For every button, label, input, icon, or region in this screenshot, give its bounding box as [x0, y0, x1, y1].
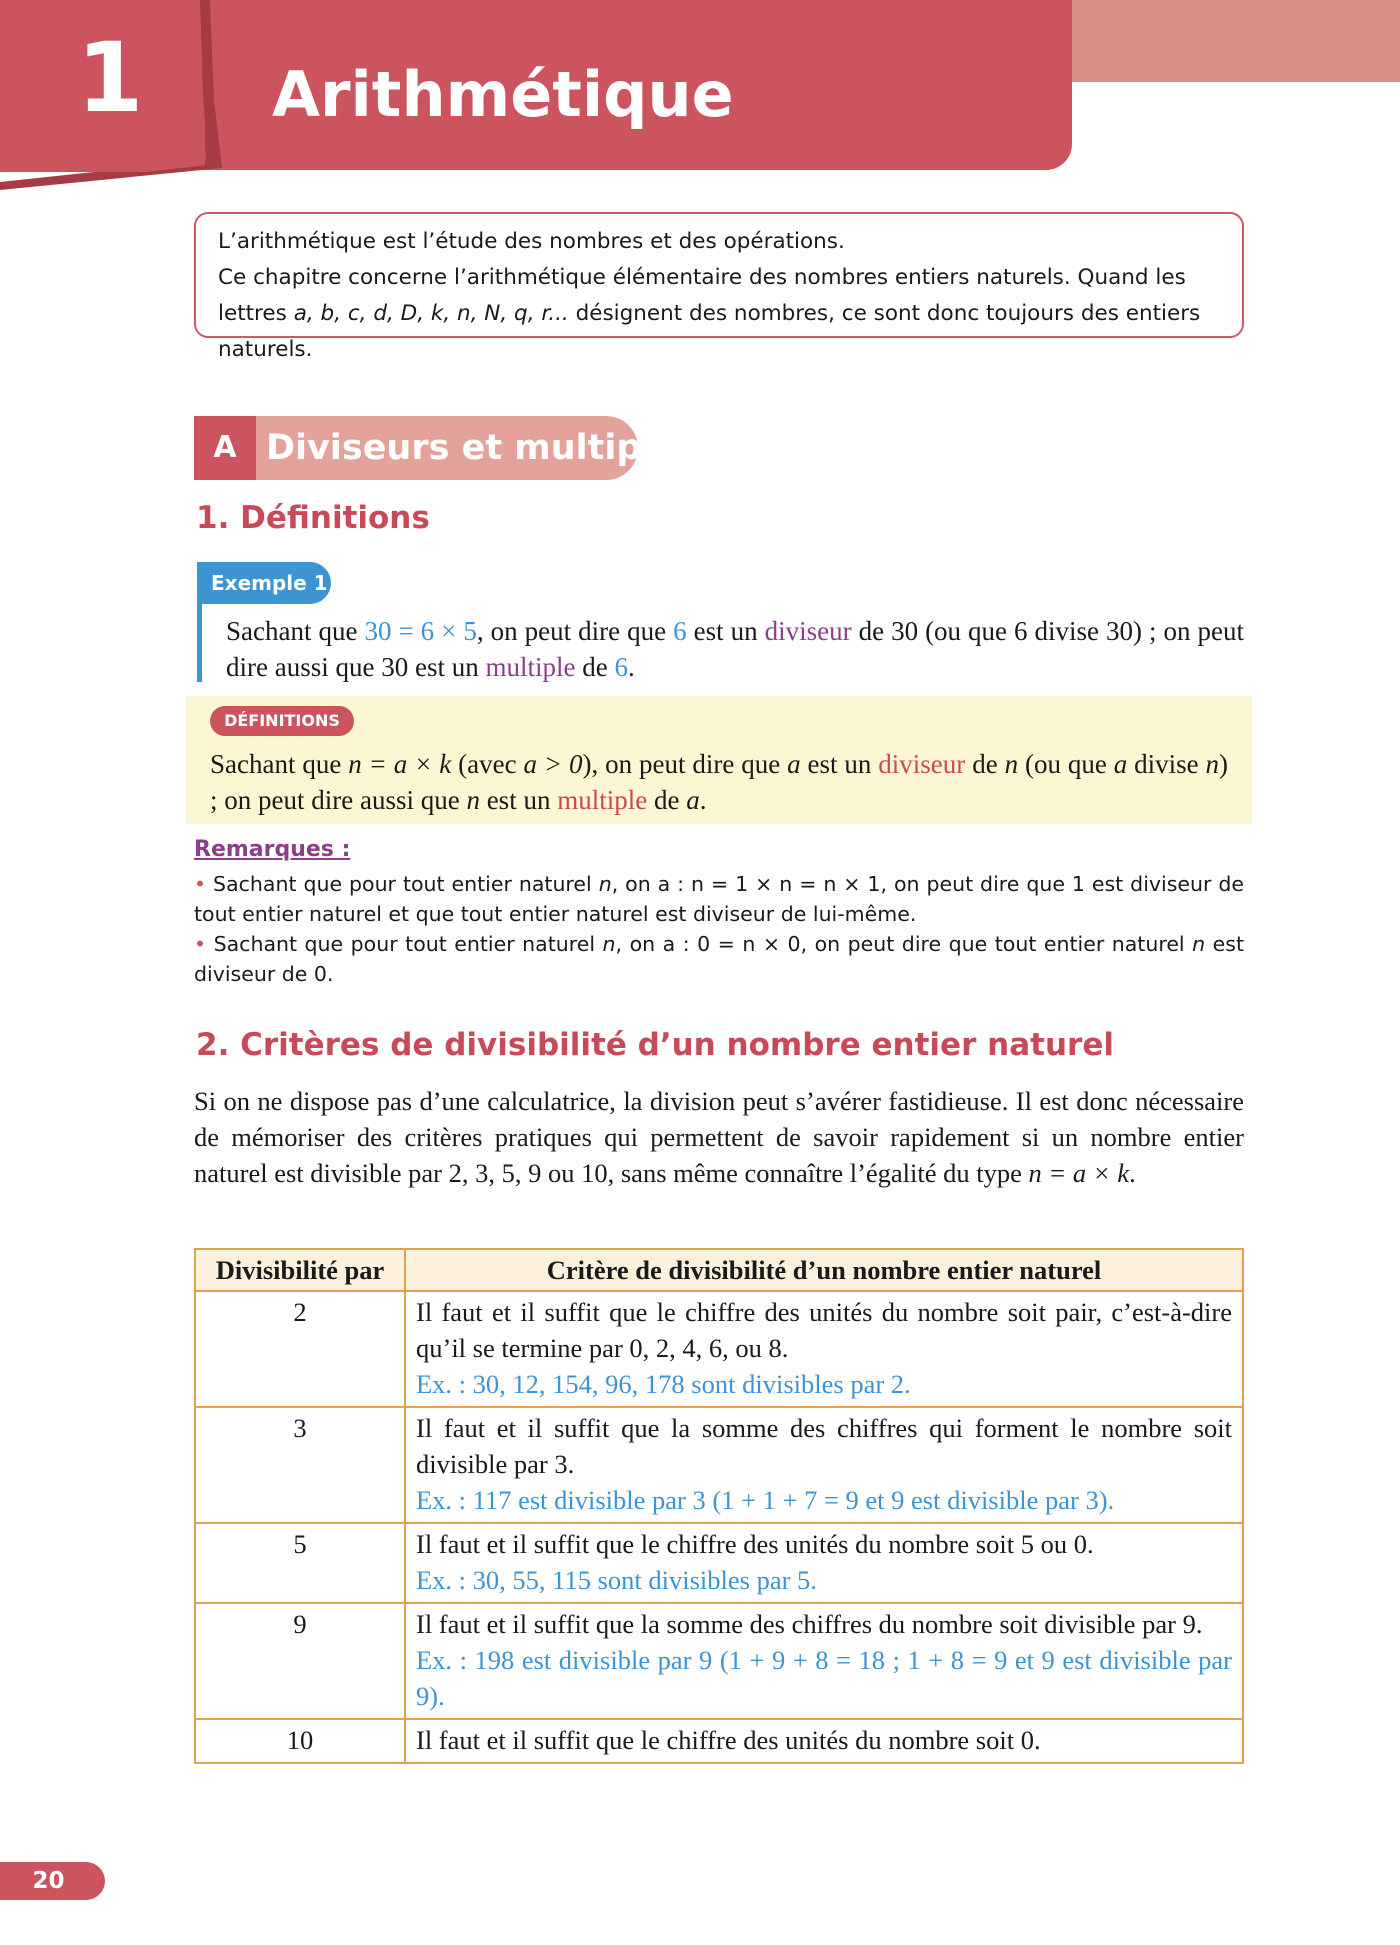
criterion-cell	[405, 1407, 1243, 1523]
table-row	[195, 1407, 1243, 1523]
criterion-rule: Il faut et il suffit que le chiffre des unités du nombre soit 0.	[416, 1725, 1041, 1755]
criteria-paragraph: Si on ne dispose pas d’une calculatrice, la division peut s’avérer fastidieuse. Il est donc nécessaire de mémoriser des critères pratiques qui permettent de savoir rapidement si un nombre entier naturel est divisible par 2, 3, 5, 9 ou 10, sans même connaître l’égalité du type n = a × k.	[194, 1086, 1244, 1188]
criterion-cell	[405, 1719, 1243, 1763]
criterion-rule: Il faut et il suffit que le chiffre des unités du nombre soit 5 ou 0.	[416, 1529, 1094, 1559]
section-title: Diviseurs et multiples	[266, 428, 699, 468]
intro-line-1: L’arithmétique est l’étude des nombres et des opérations.	[218, 229, 845, 254]
divisor-cell: 3	[195, 1407, 405, 1523]
divisor-cell: 5	[195, 1523, 405, 1603]
criterion-cell	[405, 1291, 1243, 1407]
remark-item: • Sachant que pour tout entier naturel n, on a : 0 = n × 0, on peut dire que tout entier naturel n est diviseur de 0.	[194, 932, 1244, 986]
criterion-rule: Il faut et il suffit que le chiffre des unités du nombre soit pair, c’est-à-dire qu’il se termine par 0, 2, 4, 6, ou 8.	[416, 1297, 1232, 1363]
criterion-cell	[405, 1603, 1243, 1719]
table-row	[195, 1603, 1243, 1719]
def-term-multiple: multiple	[557, 785, 648, 815]
def-term-diviseur: diviseur	[878, 749, 966, 779]
section-a-heading	[194, 416, 699, 480]
term-multiple: multiple	[485, 652, 576, 682]
header-accent-band	[1070, 0, 1400, 82]
table-row	[195, 1719, 1243, 1763]
bullet-icon: •	[194, 872, 207, 896]
chapter-number: 1	[76, 22, 144, 134]
page-number: 20	[0, 1862, 105, 1900]
example-equation: 30 = 6 × 5	[364, 616, 477, 646]
chapter-title: Arithmétique	[272, 58, 734, 131]
criterion-cell	[405, 1523, 1243, 1603]
divisor-cell: 10	[195, 1719, 405, 1763]
remarks-title: Remarques :	[194, 837, 351, 862]
remarks-list	[194, 869, 1244, 989]
criterion-example: Ex. : 30, 12, 154, 96, 178 sont divisibles par 2.	[416, 1369, 911, 1399]
example-text: Sachant que 30 = 6 × 5, on peut dire que 6 est un diviseur de 30 (ou que 6 divise 30) ; on peut dire aussi que 30 est un multiple de 6.	[226, 616, 1244, 682]
intro-box	[194, 212, 1244, 362]
divisor-cell: 9	[195, 1603, 405, 1719]
intro-text: Ce chapitre concerne l’arithmétique élémentaire des nombres entiers naturels. Quand les lettres	[218, 265, 1186, 326]
table-row	[195, 1523, 1243, 1603]
criterion-rule: Il faut et il suffit que la somme des chiffres qui forment le nombre soit divisible par 3.	[416, 1413, 1232, 1479]
intro-text-end: désignent des nombres, ce sont donc toujours des entiers naturels.	[218, 301, 1201, 362]
definition-tag: DÉFINITIONS	[210, 706, 354, 736]
subsection-title-criteria: 2. Critères de divisibilité d’un nombre entier naturel	[196, 1027, 1114, 1063]
section-letter: A	[194, 416, 256, 480]
table-header-divisibility: Divisibilité par	[195, 1249, 405, 1291]
table-header-criterion: Critère de divisibilité d’un nombre entier naturel	[405, 1249, 1243, 1291]
definition-equation: n = a × k	[348, 749, 452, 779]
remark-item: • Sachant que pour tout entier naturel n, on a : n = 1 × n = n × 1, on peut dire que 1 est diviseur de tout entier naturel et que tout entier naturel est diviseur de lui-même.	[194, 872, 1245, 926]
term-diviseur: diviseur	[764, 616, 852, 646]
divisibility-table	[194, 1248, 1244, 1764]
table-row	[195, 1291, 1243, 1407]
intro-letters: a, b, c, d, D, k, n, N, q, r...	[293, 301, 569, 326]
divisor-cell: 2	[195, 1291, 405, 1407]
intro-line-2	[218, 260, 1220, 368]
criterion-example: Ex. : 198 est divisible par 9 (1 + 9 + 8 = 18 ; 1 + 8 = 9 et 9 est divisible par 9).	[416, 1645, 1232, 1711]
subsection-title-definitions: 1. Définitions	[196, 500, 430, 536]
definition-text: Sachant que n = a × k (avec a > 0), on peut dire que a est un diviseur de n (ou que a divise n) ; on peut dire aussi que n est un multiple de a.	[210, 749, 1228, 815]
criterion-example: Ex. : 117 est divisible par 3 (1 + 1 + 7 = 9 et 9 est divisible par 3).	[416, 1485, 1115, 1515]
bullet-icon: •	[194, 932, 207, 956]
criterion-rule: Il faut et il suffit que la somme des chiffres du nombre soit divisible par 9.	[416, 1609, 1203, 1639]
example-tag: Exemple 1	[197, 562, 331, 604]
table-header-row	[195, 1249, 1243, 1291]
criterion-example: Ex. : 30, 55, 115 sont divisibles par 5.	[416, 1565, 817, 1595]
